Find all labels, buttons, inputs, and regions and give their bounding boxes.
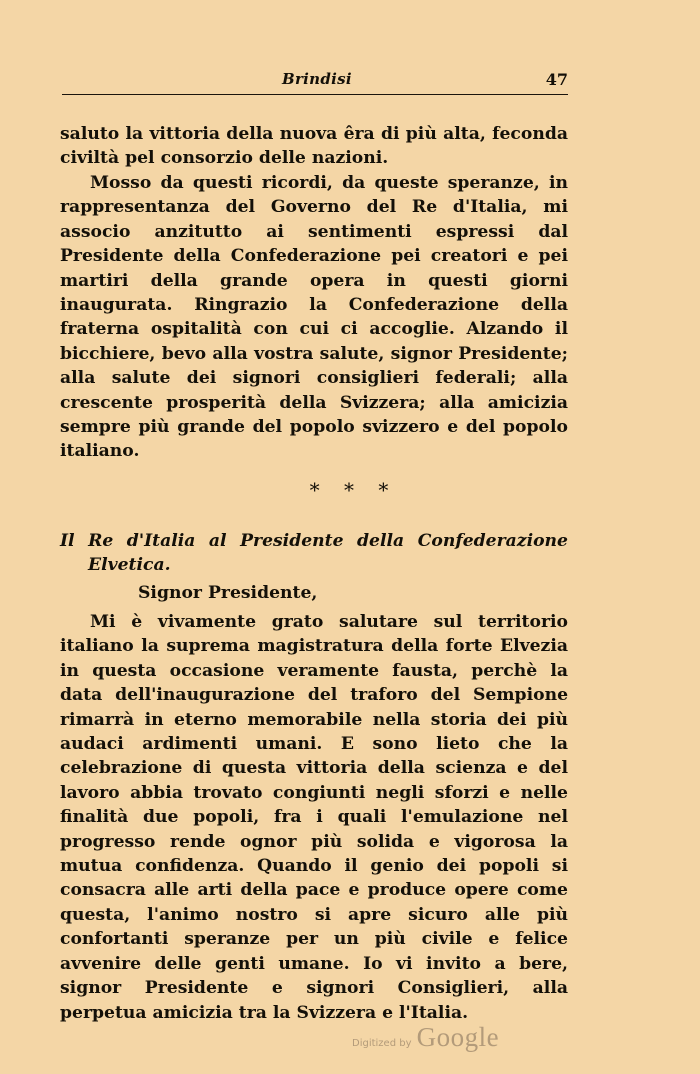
page-number: 47 [545, 70, 568, 89]
google-logo: Google [416, 1022, 500, 1052]
paragraph-king-reply: Mi è vivamente grato salutare sul territorio italiano la suprema magistratura della forte Elvezia in questa occasione veramente fausta, perchè la data dell'inaugurazione del traforo del Sempione rimarrà in eterno memorabile nella storia dei più audaci ardimenti umani. E sono lieto che la celebrazione di questa vittoria della scienza e del lavoro abbia trovato congiunti negli sforzi e nelle finalità due popoli, fra i quali l'emulazione nel progresso rende ognor più solida e vigorosa la mutua confidenza. Quando il genio dei popoli si consacra alle arti della pace e produce opere come questa, l'animo nostro si apre sicuro alle più confortanti speranze per un più civile e felice avvenire delle genti umane. Io vi invito a bere, signor Presidente e signori Consiglieri, alla perpetua amicizia tra la Svizzera e l'Italia. [60, 612, 568, 1023]
section-heading: Il Re d'Italia al Presidente della Confederazione Elvetica. [60, 531, 568, 575]
salutation: Signor Presidente, [138, 583, 318, 603]
digitization-watermark [352, 1022, 499, 1053]
running-title: Brindisi [282, 70, 352, 88]
watermark-prefix: Digitized by [352, 1038, 412, 1049]
paragraph-toast: Mosso da questi ricordi, da queste speranze, in rappresentanza del Governo del Re d'Italia, mi associo anzitutto ai sentimenti espressi dal Presidente della Confederazione pei creatori e pei martiri della grande opera in questi giorni inaugurata. Ringrazio la Confederazione della fraterna ospitalità con cui ci accoglie. Alzando il bicchiere, bevo alla vostra salute, signor Presidente; alla salute dei signori consiglieri federali; alla crescente prosperità della Svizzera; alla amicizia sempre più grande del popolo svizzero e del popolo italiano. [60, 173, 568, 462]
section-separator: * * * [309, 478, 391, 502]
paragraph-continuation: saluto la vittoria della nuova êra di più alta, feconda civiltà pel consorzio delle nazioni. [60, 124, 568, 169]
page-header [62, 70, 568, 95]
